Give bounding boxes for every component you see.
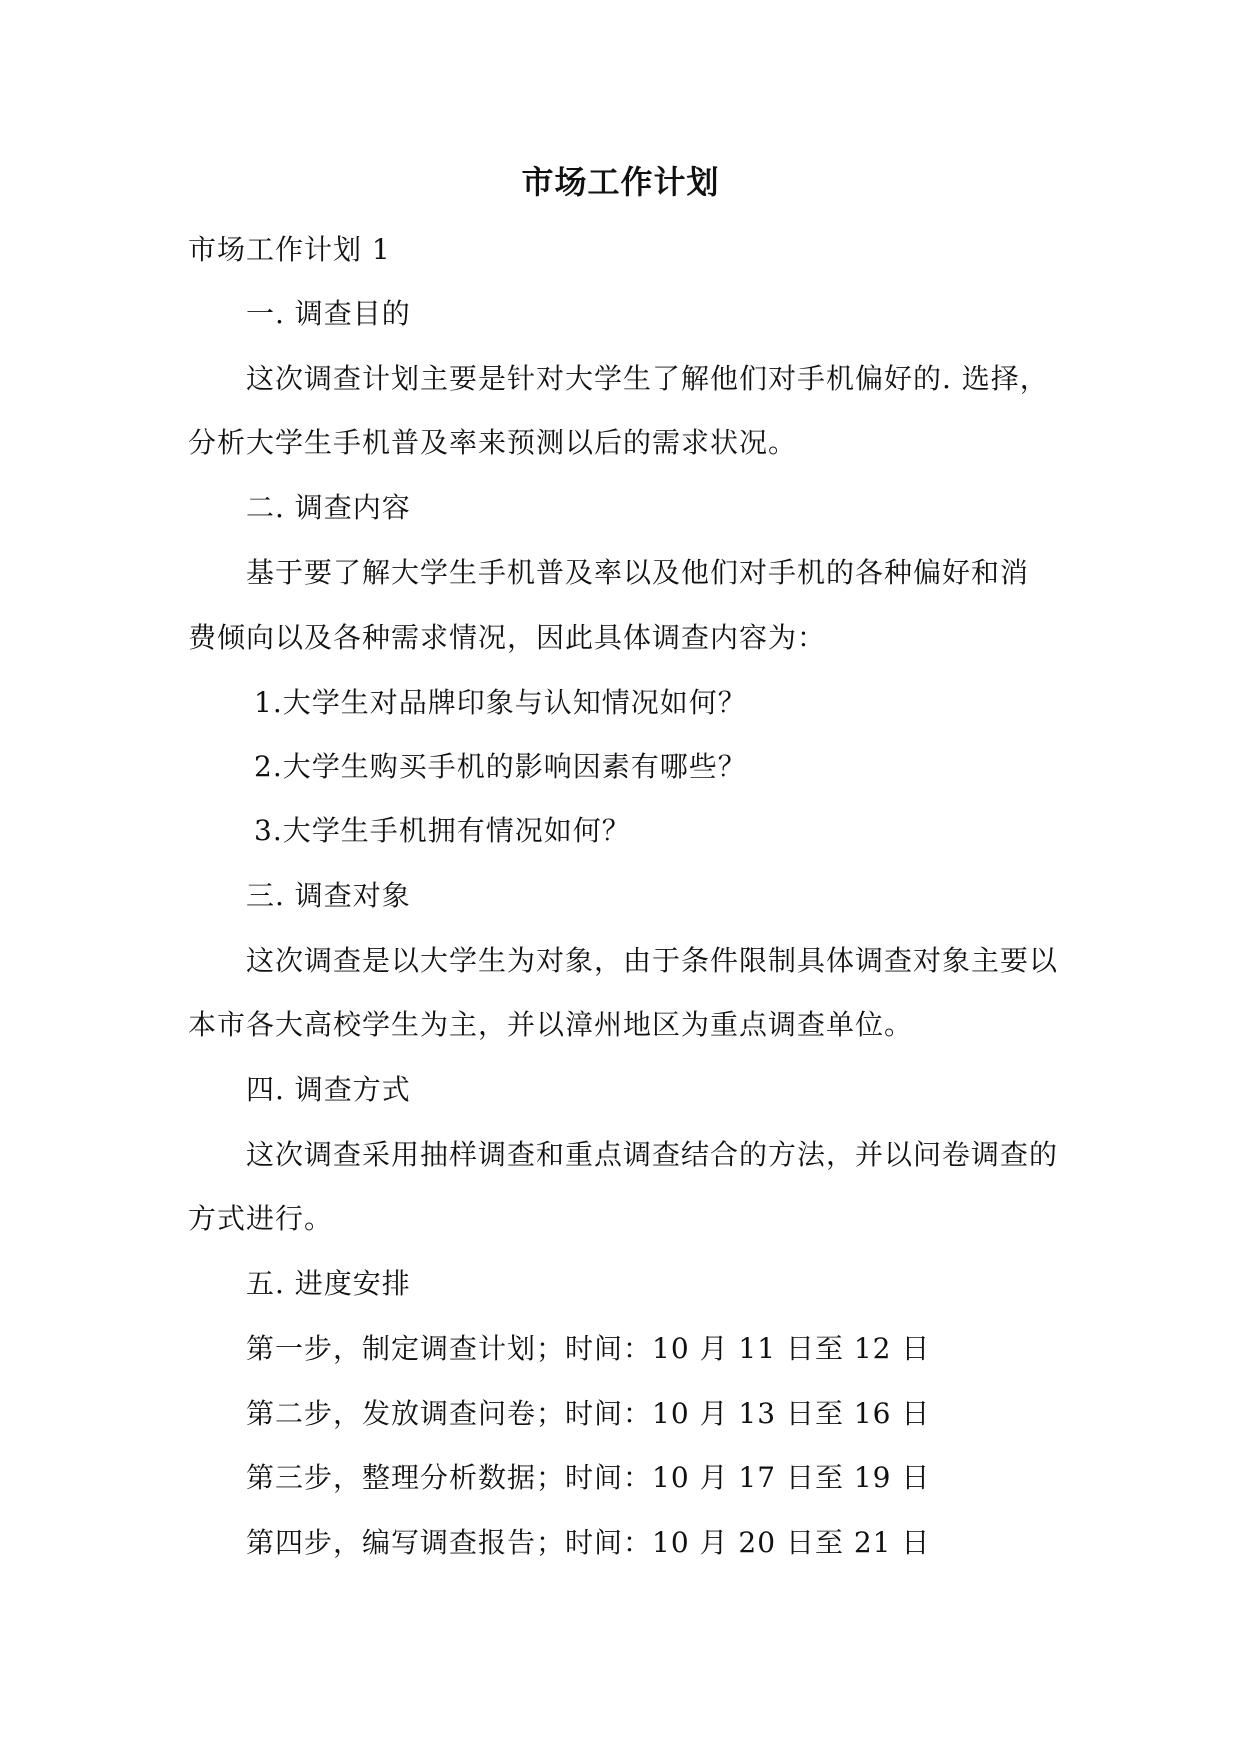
paragraph-line: 基于要了解大学生手机普及率以及他们对手机的各种偏好和消 <box>246 556 1030 589</box>
paragraph-line: 方式进行。 <box>188 1202 334 1235</box>
schedule-step: 第三步，整理分析数据；时间：10 月 17 日至 19 日 <box>246 1461 931 1494</box>
paragraph-line: 这次调查采用抽样调查和重点调查结合的方法，并以问卷调查的 <box>246 1138 1059 1171</box>
document-title: 市场工作计划 <box>521 163 720 201</box>
document-subtitle: 市场工作计划 1 <box>188 233 391 266</box>
section-heading-schedule: 五. 进度安排 <box>246 1267 411 1300</box>
list-item: 2.大学生购买手机的影响因素有哪些？ <box>254 750 747 783</box>
schedule-step: 第四步，编写调查报告；时间：10 月 20 日至 21 日 <box>246 1526 931 1559</box>
section-heading-target: 三. 调查对象 <box>246 879 411 912</box>
paragraph-line: 这次调查是以大学生为对象，由于条件限制具体调查对象主要以 <box>246 944 1059 977</box>
schedule-step: 第一步，制定调查计划；时间：10 月 11 日至 12 日 <box>246 1332 931 1365</box>
paragraph-line: 费倾向以及各种需求情况，因此具体调查内容为： <box>188 621 827 654</box>
paragraph-line: 这次调查计划主要是针对大学生了解他们对手机偏好的. 选择， <box>246 362 1049 395</box>
schedule-step: 第二步，发放调查问卷；时间：10 月 13 日至 16 日 <box>246 1397 931 1430</box>
section-heading-purpose: 一. 调查目的 <box>246 297 411 330</box>
paragraph-line: 分析大学生手机普及率来预测以后的需求状况。 <box>188 426 798 459</box>
paragraph-line: 本市各大高校学生为主，并以漳州地区为重点调查单位。 <box>188 1008 914 1041</box>
list-item: 1.大学生对品牌印象与认知情况如何？ <box>254 686 747 719</box>
section-heading-method: 四. 调查方式 <box>246 1073 411 1106</box>
section-heading-content: 二. 调查内容 <box>246 491 411 524</box>
list-item: 3.大学生手机拥有情况如何？ <box>254 814 631 847</box>
